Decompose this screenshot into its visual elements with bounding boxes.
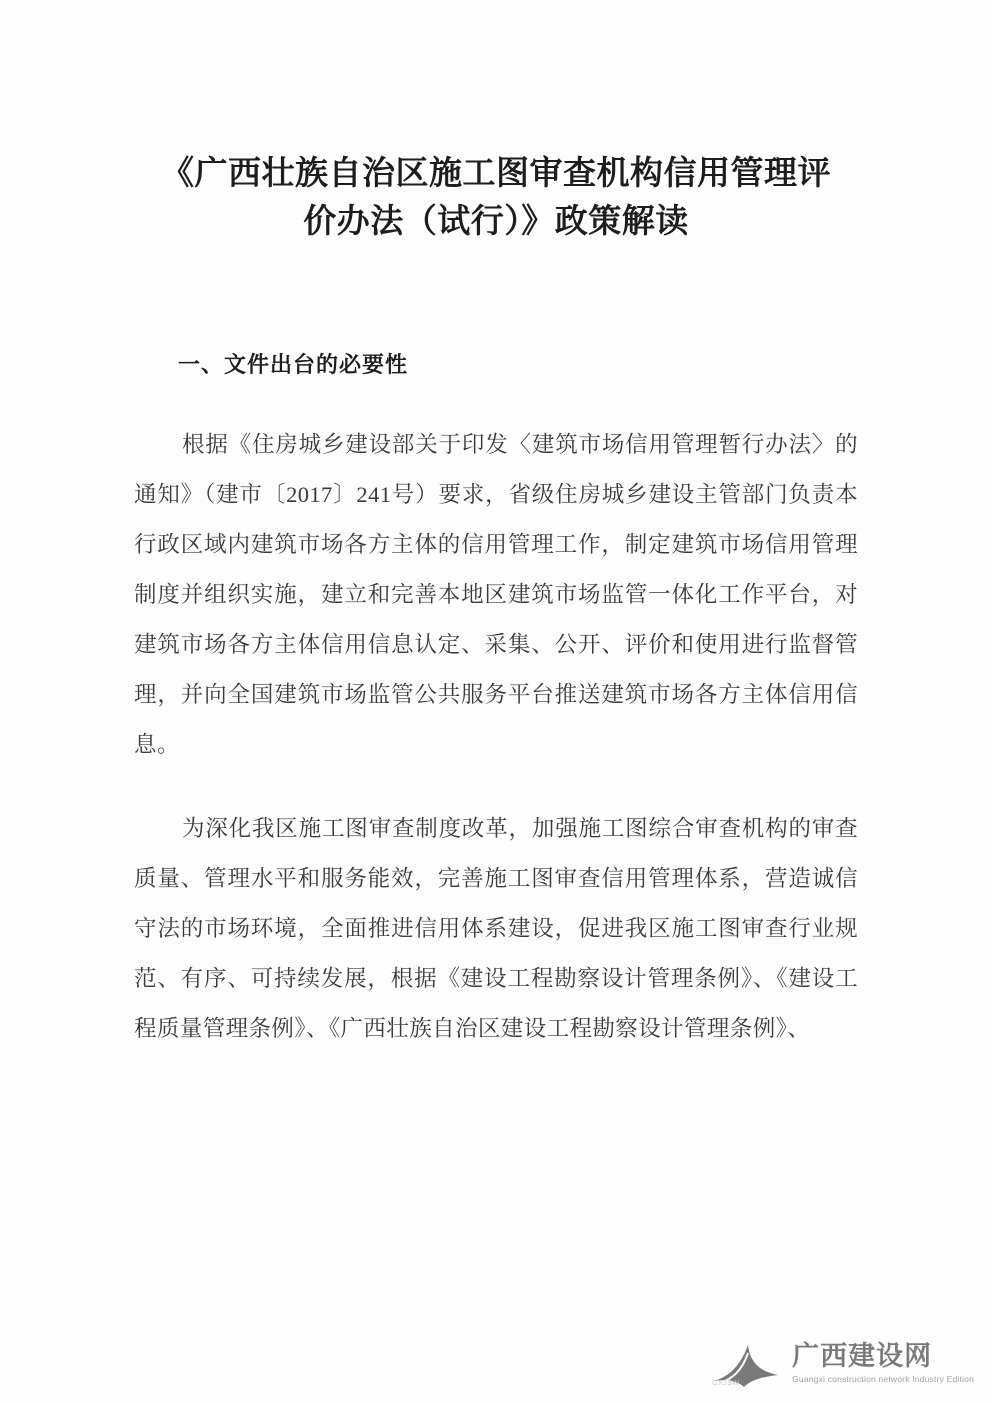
watermark-subtitle: Guangxi construction network Industry Edition [792,1373,974,1384]
section-heading-necessity: 一、文件出台的必要性 [178,352,409,377]
watermark-text [792,1340,974,1384]
title-spacer [134,250,858,348]
star-icon [710,1337,782,1389]
paragraph-2: 为深化我区施工图审查制度改革，加强施工图综合审查机构的审查质量、管理水平和服务能效，完善施工图审查信用管理体系，营造诚信守法的市场环境，全面推进信用体系建设，促进我区施工图审查行业规范、有序、可持续发展，根据《建设工程勘察设计管理条例》、《建设工程质量管理条例》、《广西壮族自治区建设工程勘察设计管理条例》、 [134,816,858,1041]
watermark-badge: GXJSW [712,1380,740,1387]
site-watermark [710,1337,974,1389]
paragraph-1: 根据《住房城乡建设部关于印发〈建筑市场信用管理暂行办法〉的通知》（建市〔2017〕241号）要求，省级住房城乡建设主管部门负责本行政区域内建筑市场各方主体的信用管理工作，制定建筑市场信用管理制度并组织实施，建立和完善本地区建筑市场监管一体化工作平台，对建筑市场各方主体信用信息认定、采集、公开、评价和使用进行监督管理，并向全国建筑市场监管公共服务平台推送建筑市场各方主体信用信息。 [134,432,858,757]
page-title: 《广西壮族自治区施工图审查机构信用管理评价办法（试行）》政策解读 [161,156,831,240]
document-body [134,150,858,1088]
watermark-title: 广西建设网 [792,1340,933,1371]
